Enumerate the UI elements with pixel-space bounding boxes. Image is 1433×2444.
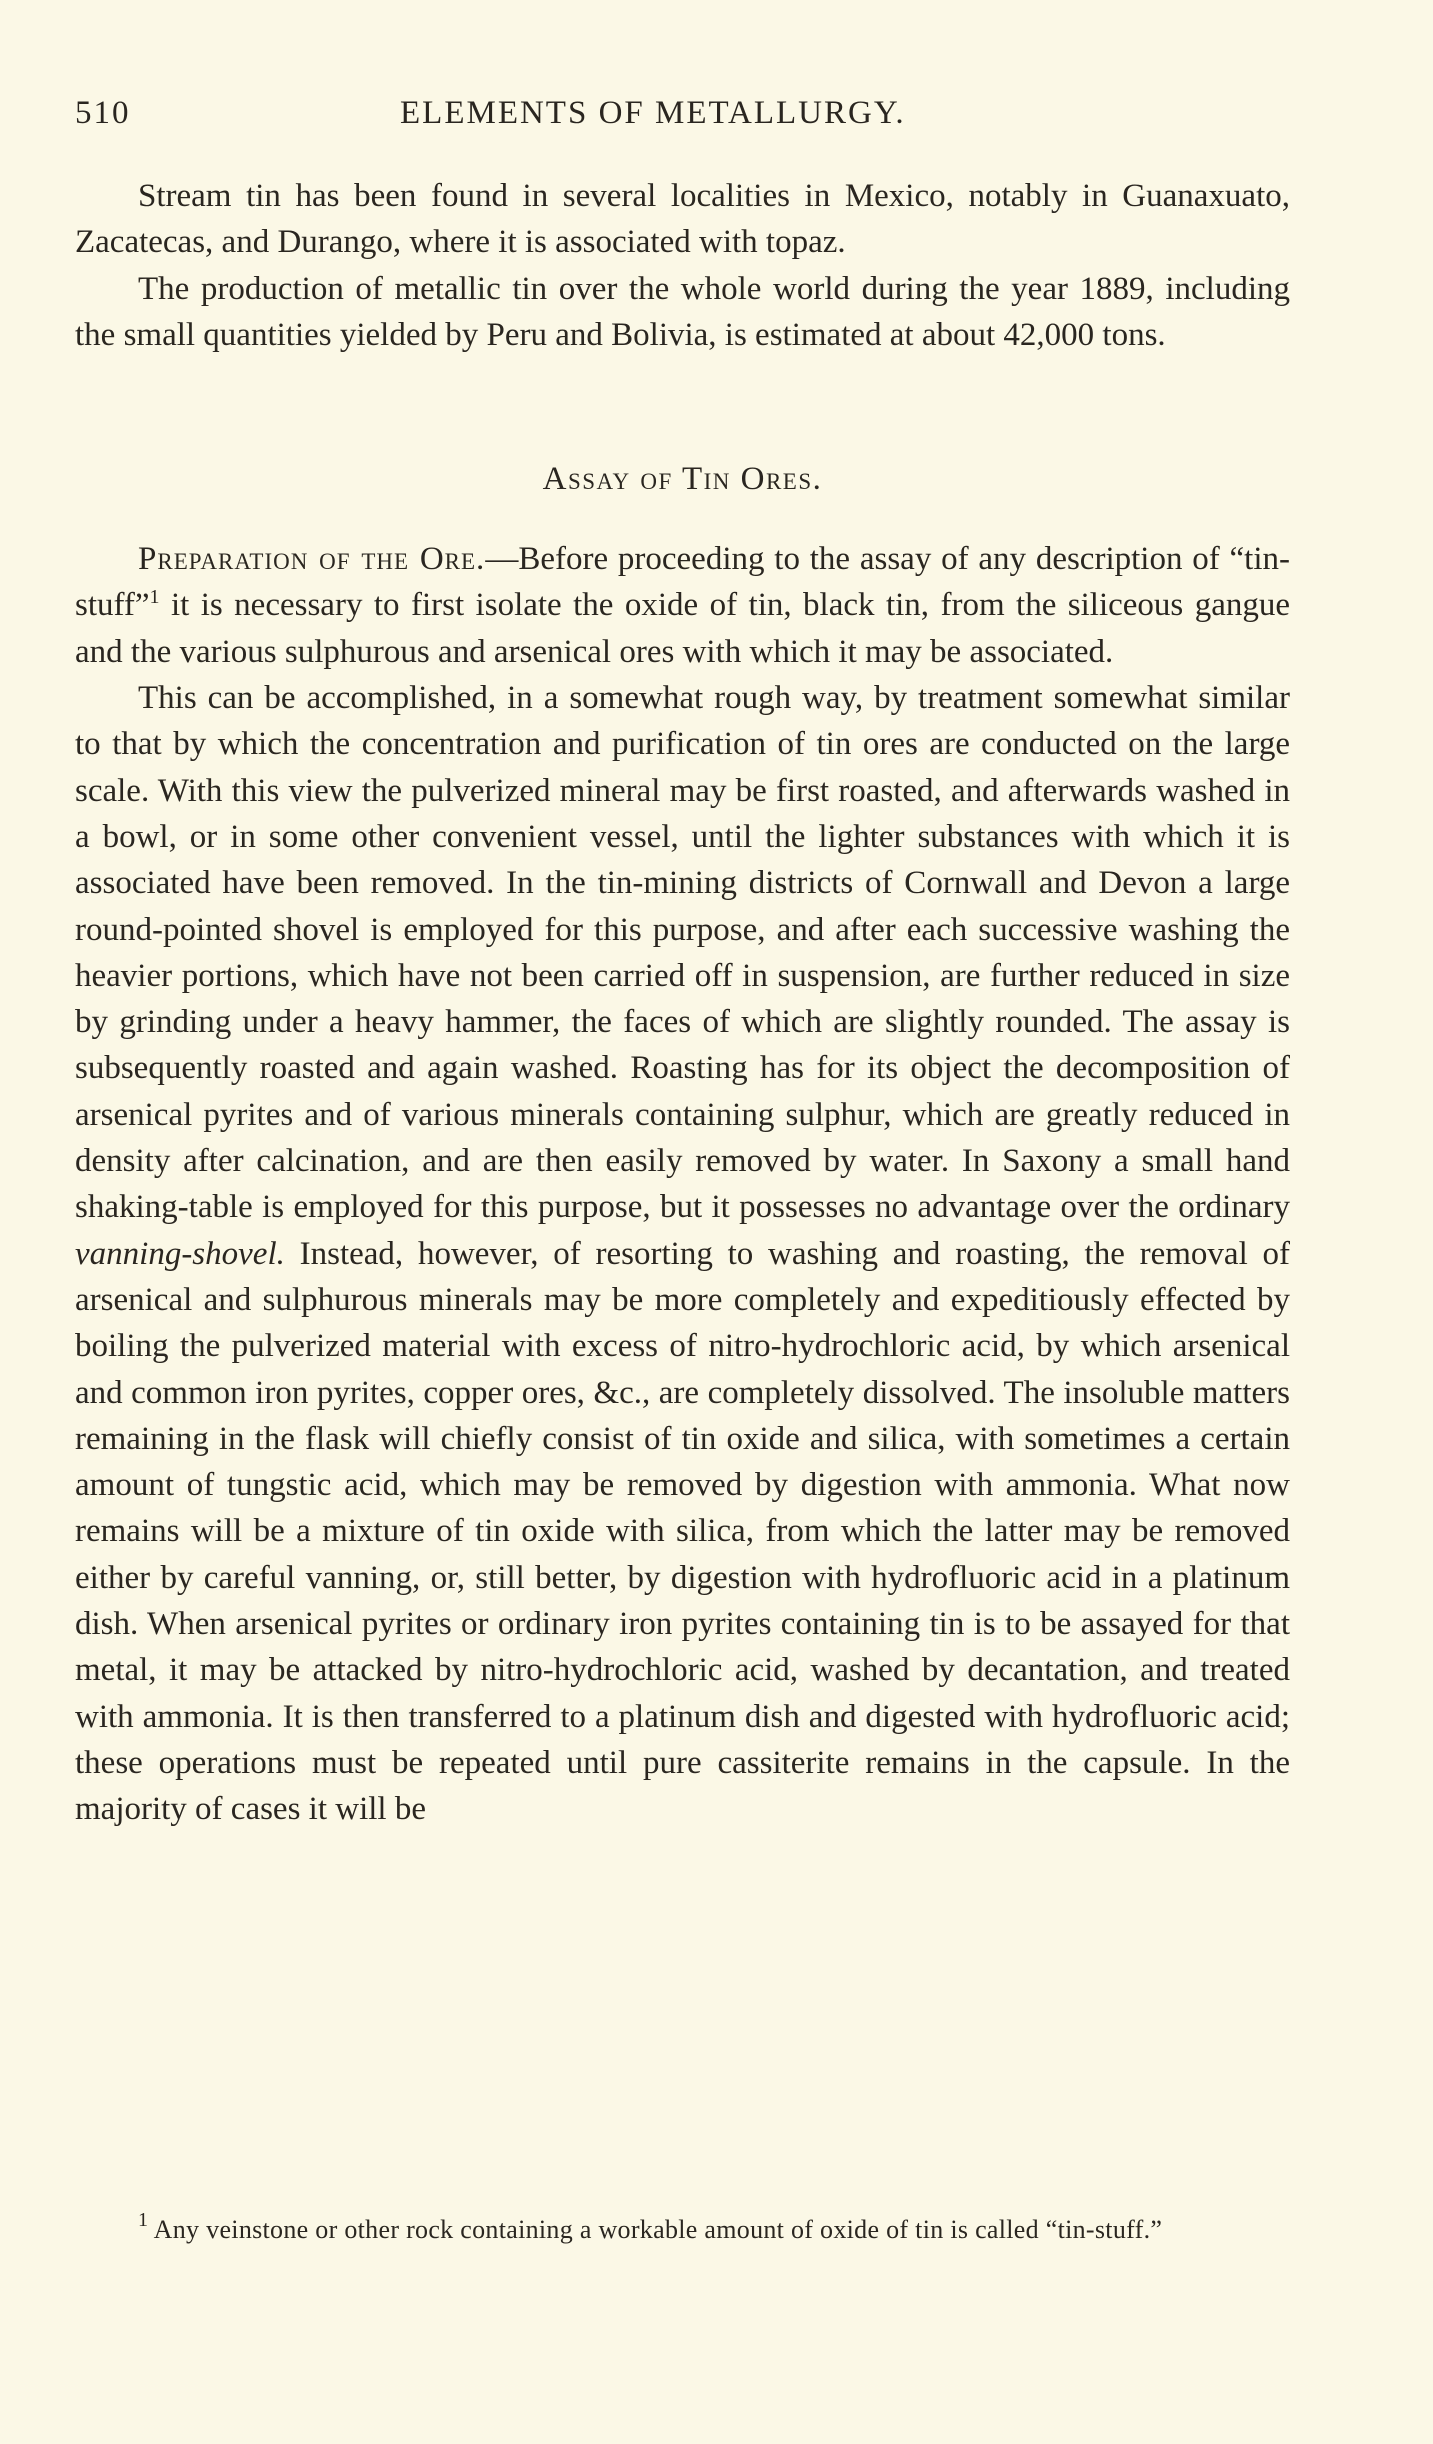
page-body — [75, 95, 1290, 1833]
italic-term: vanning-shovel. — [75, 1235, 285, 1272]
paragraph-text: This can be accomplished, in a somewhat rough way, by treatment somewhat similar to that by which the concentration and purification of tin ores are conducted on the large scale. With this view the pulverized mineral may be first roasted, and afterwards washed in a bowl, or in some other convenient vessel, until the lighter substances with which it is associated have been removed. In the tin-mining districts of Cornwall and Devon a large round-pointed shovel is employed for this purpose, and after each successive washing the heavier portions, which have not been carried off in suspension, are further reduced in size by grinding under a heavy hammer, the faces of which are slightly rounded. The assay is subsequently roasted and again washed. Roasting has for its object the decomposition of arsenical pyrites and of various minerals containing sulphur, which are greatly reduced in density after calcination, and are then easily removed by water. In Saxony a small hand shaking-table is employed for this purpose, but it possesses no advantage over the ordinary — [75, 680, 1290, 1226]
section-heading: Assay of Tin Ores. — [542, 461, 823, 498]
intro-section — [75, 173, 1290, 358]
intro-paragraph: The production of metallic tin over the whole world during the year 1889, including the small quantities yielded by Peru and Bolivia, is estimated at about 42,000 tons. — [75, 270, 1290, 353]
paragraph-text: it is necessary to first isolate the oxide of tin, black tin, from the siliceous gangue and the various sulphurous and arsenical ores with which it may be associated. — [75, 587, 1290, 670]
preparation-paragraph — [75, 536, 1290, 675]
body-paragraph — [75, 675, 1290, 1832]
paragraph-text: —Before proceeding to the assay of any description of “tin-stuff” — [75, 541, 1290, 624]
footnote-text: Any veinstone or other rock containing a workable amount of oxide of tin is called “tin-stuff.” — [148, 2215, 1163, 2244]
footnote-reference: 1 — [149, 586, 160, 609]
book-title: ELEMENTS OF METALLURGY. — [400, 95, 906, 131]
paragraph-text: Instead, however, of resorting to washing and roasting, the removal of arsenical and sulphurous minerals may be more completely and expeditiously effected by boiling the pulverized material with excess of nitro-hydrochloric acid, by which arsenical and common iron pyrites, copper ores, &c., are completely dissolved. The insoluble matters remaining in the flask will chiefly consist of tin oxide and silica, with sometimes a certain amount of tungstic acid, which may be removed by digestion with ammonia. What now remains will be a mixture of tin oxide with silica, from which the latter may be removed either by careful vanning, or, still better, by digestion with hydrofluoric acid in a platinum dish. When arsenical pyrites or ordinary iron pyrites containing tin is to be assayed for that metal, it may be attacked by nitro-hydrochloric acid, washed by decantation, and treated with ammonia. It is then transferred to a platinum dish and digested with hydrofluoric acid; these operations must be repeated until pure cassiterite remains in the capsule. In the majority of cases it will be — [75, 1235, 1290, 1828]
running-head — [75, 95, 1290, 143]
footnote — [75, 2209, 1290, 2248]
run-in-heading: Preparation of the Ore. — [138, 541, 486, 578]
page-number: 510 — [75, 95, 131, 131]
footnote-marker: 1 — [138, 2209, 149, 2231]
intro-paragraph: Stream tin has been found in several localities in Mexico, notably in Guanaxuato, Zacatecas, and Durango, where it is associated with topaz. — [75, 178, 1290, 261]
